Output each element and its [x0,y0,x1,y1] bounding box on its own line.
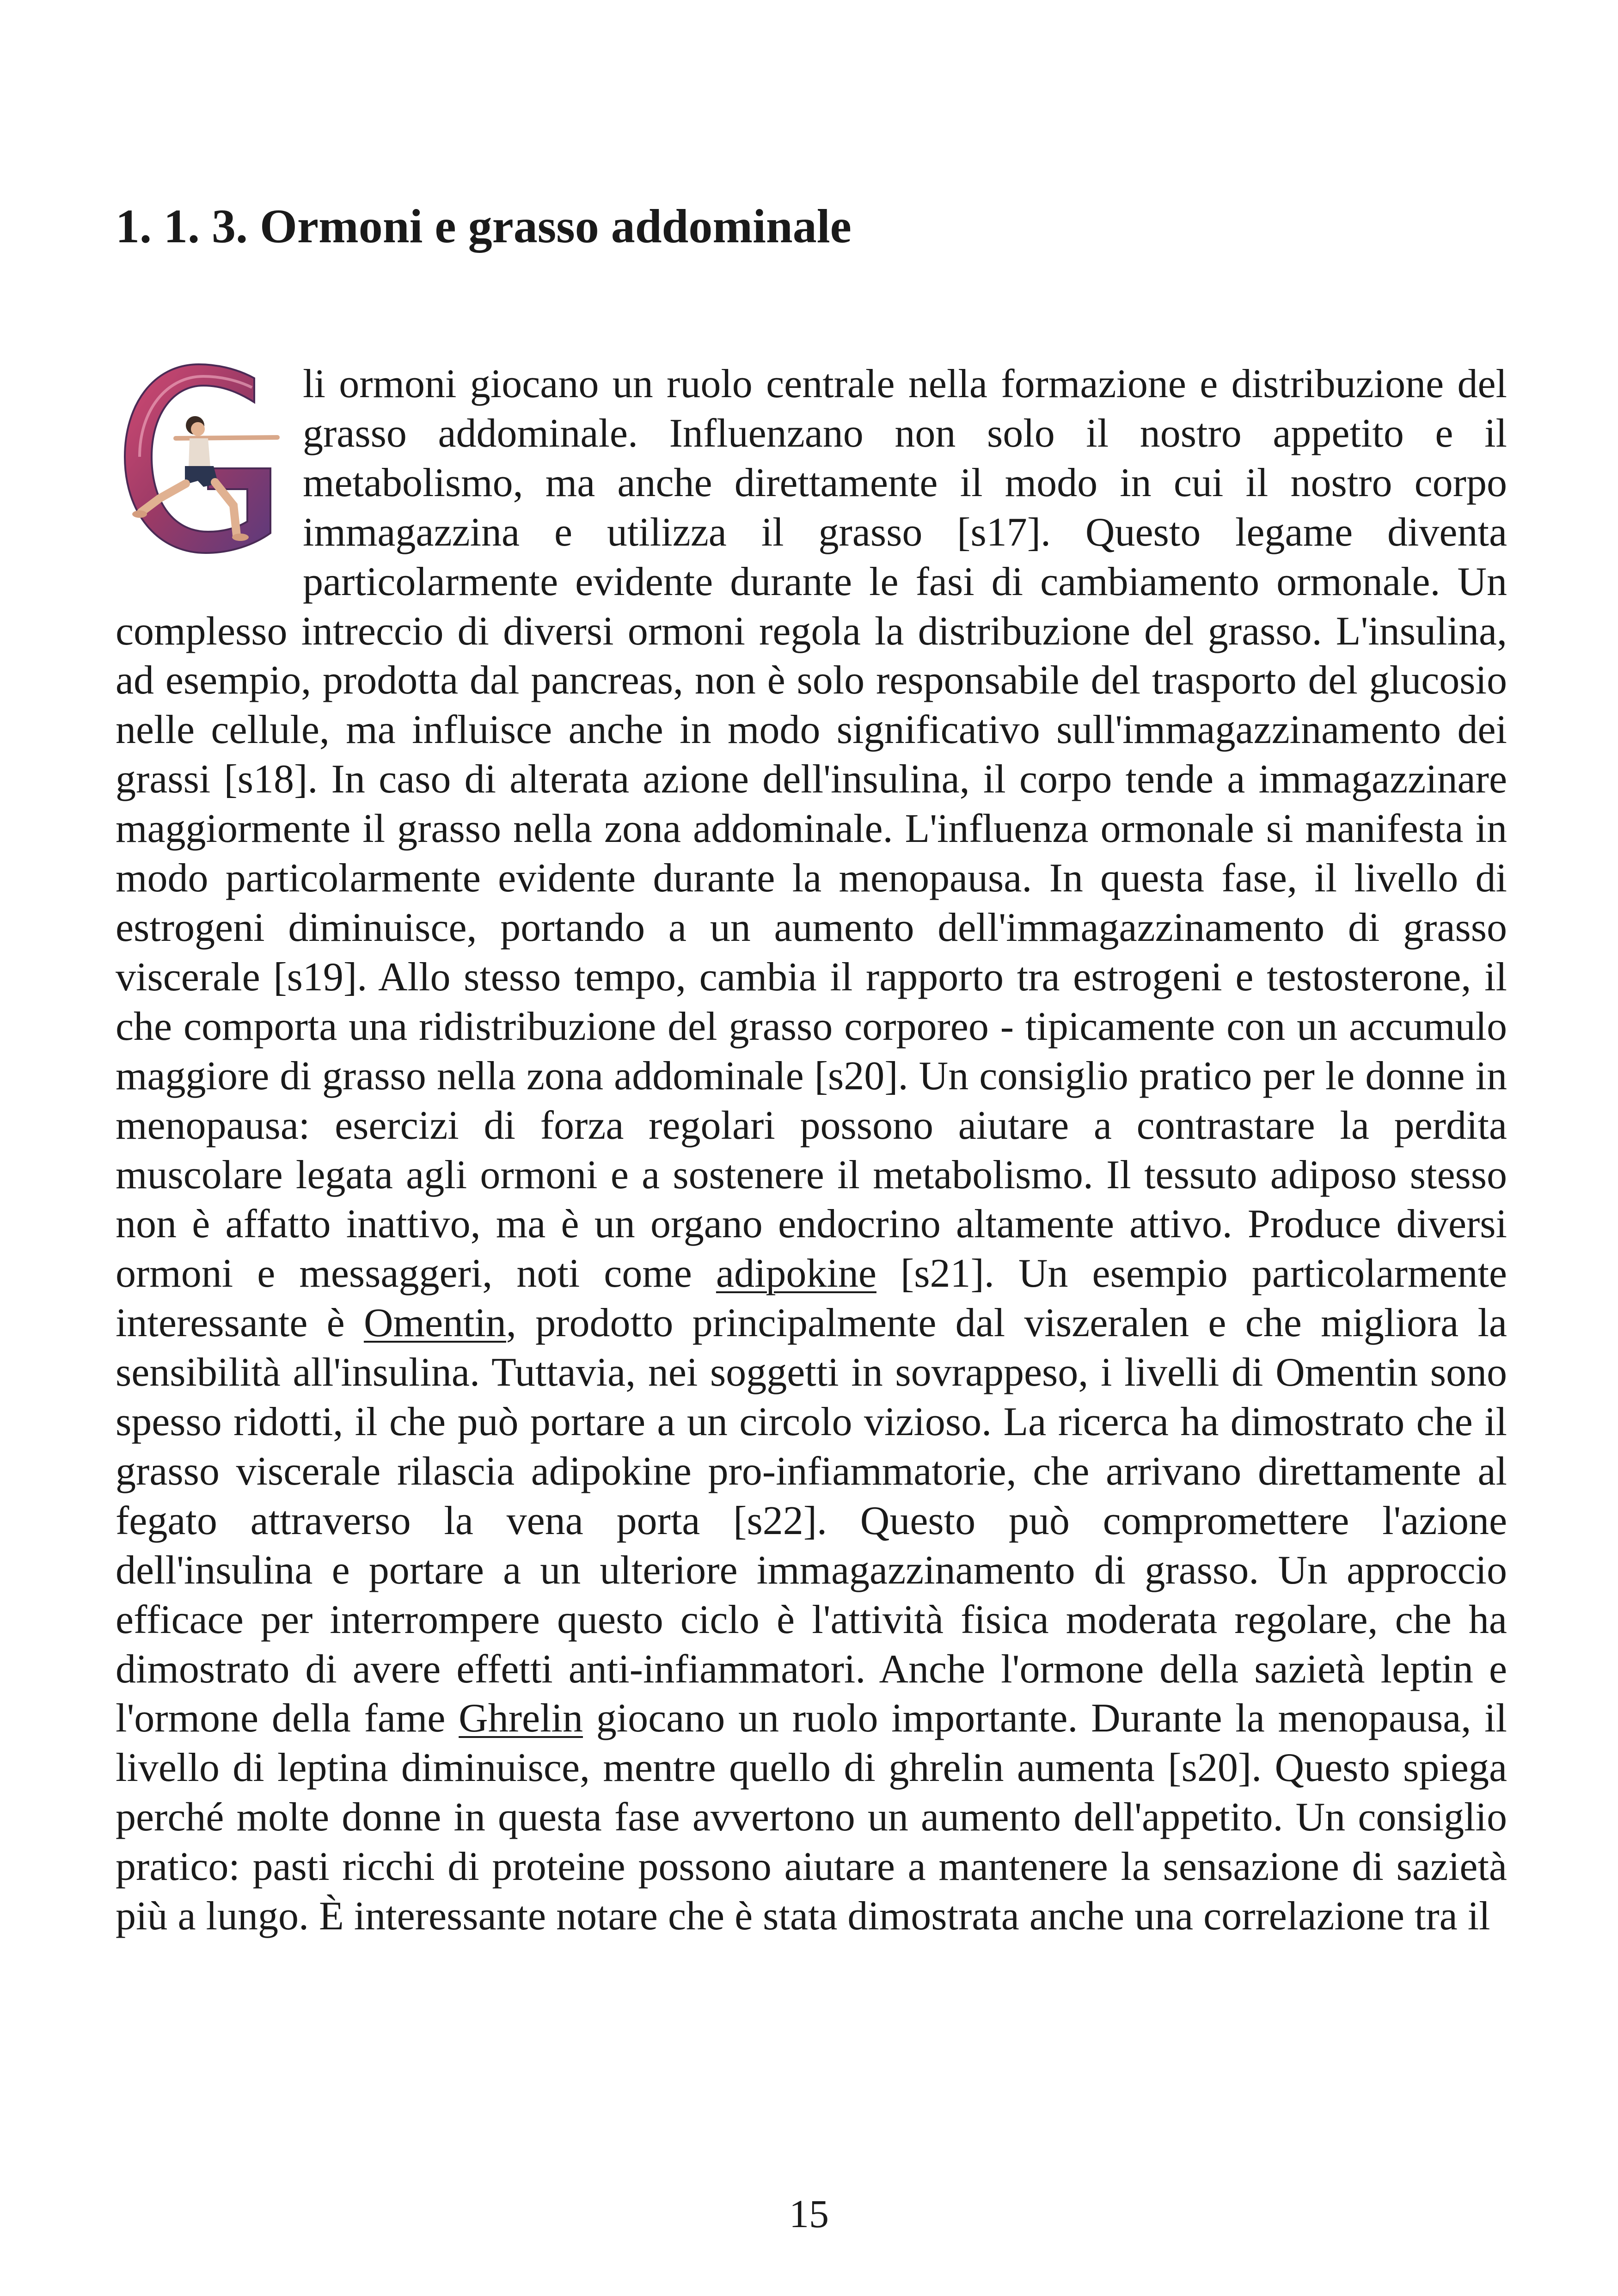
body-paragraph [116,360,1507,1941]
link-omentin[interactable]: Omentin [363,1301,506,1346]
section-heading: 1. 1. 3. Ormoni e grasso addominale [116,200,852,253]
paragraph-text-3: , prodotto principalmente dal viszeralen e che migliora la sensibilità all'insulina. Tuttavia, nei soggetti in sovrappeso, i livelli di Omentin sono spesso ridotti, il che può portare a un circolo vizioso. La ricerca ha dimostrato che il grasso viscerale rilascia adipokine pro-infiammatorie, che arrivano direttamente al fegato attraverso la vena porta [s22]. Questo può compromettere l'azione dell'insulina e portare a un ulteriore immagazzinamento di grasso. Un approccio efficace per interrompere questo ciclo è l'attività fisica moderata regolare, che ha dimostrato di avere effetti anti-infiammatori. Anche l'ormone della sazietà leptin e l'ormone della fame [116,1301,1507,1741]
paragraph-text-1: li ormoni giocano un ruolo centrale nella formazione e distribuzione del grasso addominale. Influenzano non solo il nostro appetito e il metabolismo, ma anche direttamente il modo in cui il nostro corpo immagazzina e utilizza il grasso [s17]. Questo legame diventa particolarmente evidente durante le fasi di cambiamento ormonale. Un complesso intreccio di diversi ormoni regola la distribuzione del grasso. L'insulina, ad esempio, prodotta dal pancreas, non è solo responsabile del trasporto del glucosio nelle cellule, ma influisce anche in modo significativo sull'immagazzinamento dei grassi [s18]. In caso di alterata azione dell'insulina, il corpo tende a immagazzinare maggiormente il grasso nella zona addominale. L'influenza ormonale si manifesta in modo particolarmente evidente durante la menopausa. In questa fase, il livello di estrogeni diminuisce, portando a un aumento dell'immagazzinamento di grasso viscerale [s19]. Allo stesso tempo, cambia il rapporto tra estrogeni e testosterone, il che comporta una ridistribuzione del grasso corporeo - tipicamente con un accumulo maggiore di grasso nella zona addominale [s20]. Un consiglio pratico per le donne in menopausa: esercizi di forza regolari possono aiutare a contrastare la perdita muscolare legata agli ormoni e a sostenere il metabolismo. Il tessuto adiposo stesso non è affatto inattivo, ma è un organo endocrino altamente attivo. Produce diversi ormoni e messaggeri, noti come [116,362,1507,1296]
paragraph-text-4: giocano un ruolo importante. Durante la menopausa, il livello di leptina diminuisce, mentre quello di ghrelin aumenta [s20]. Questo spiega perché molte donne in questa fase avvertono un aumento dell'appetito. Un consiglio pratico: pasti ricchi di proteine possono aiutare a mantenere la sensazione di sazietà più a lungo. È interessante notare che è stata dimostrata anche una correlazione tra il [116,1696,1507,1939]
yoga-figure-icon [116,360,284,558]
drop-cap [116,360,284,558]
page-number: 15 [789,2192,829,2236]
paragraph-text-2: [s21]. Un esempio particolarmente interessante è [116,1251,1507,1346]
link-adipokine[interactable]: adipokine [716,1251,876,1296]
link-ghrelin[interactable]: Ghrelin [459,1696,583,1741]
